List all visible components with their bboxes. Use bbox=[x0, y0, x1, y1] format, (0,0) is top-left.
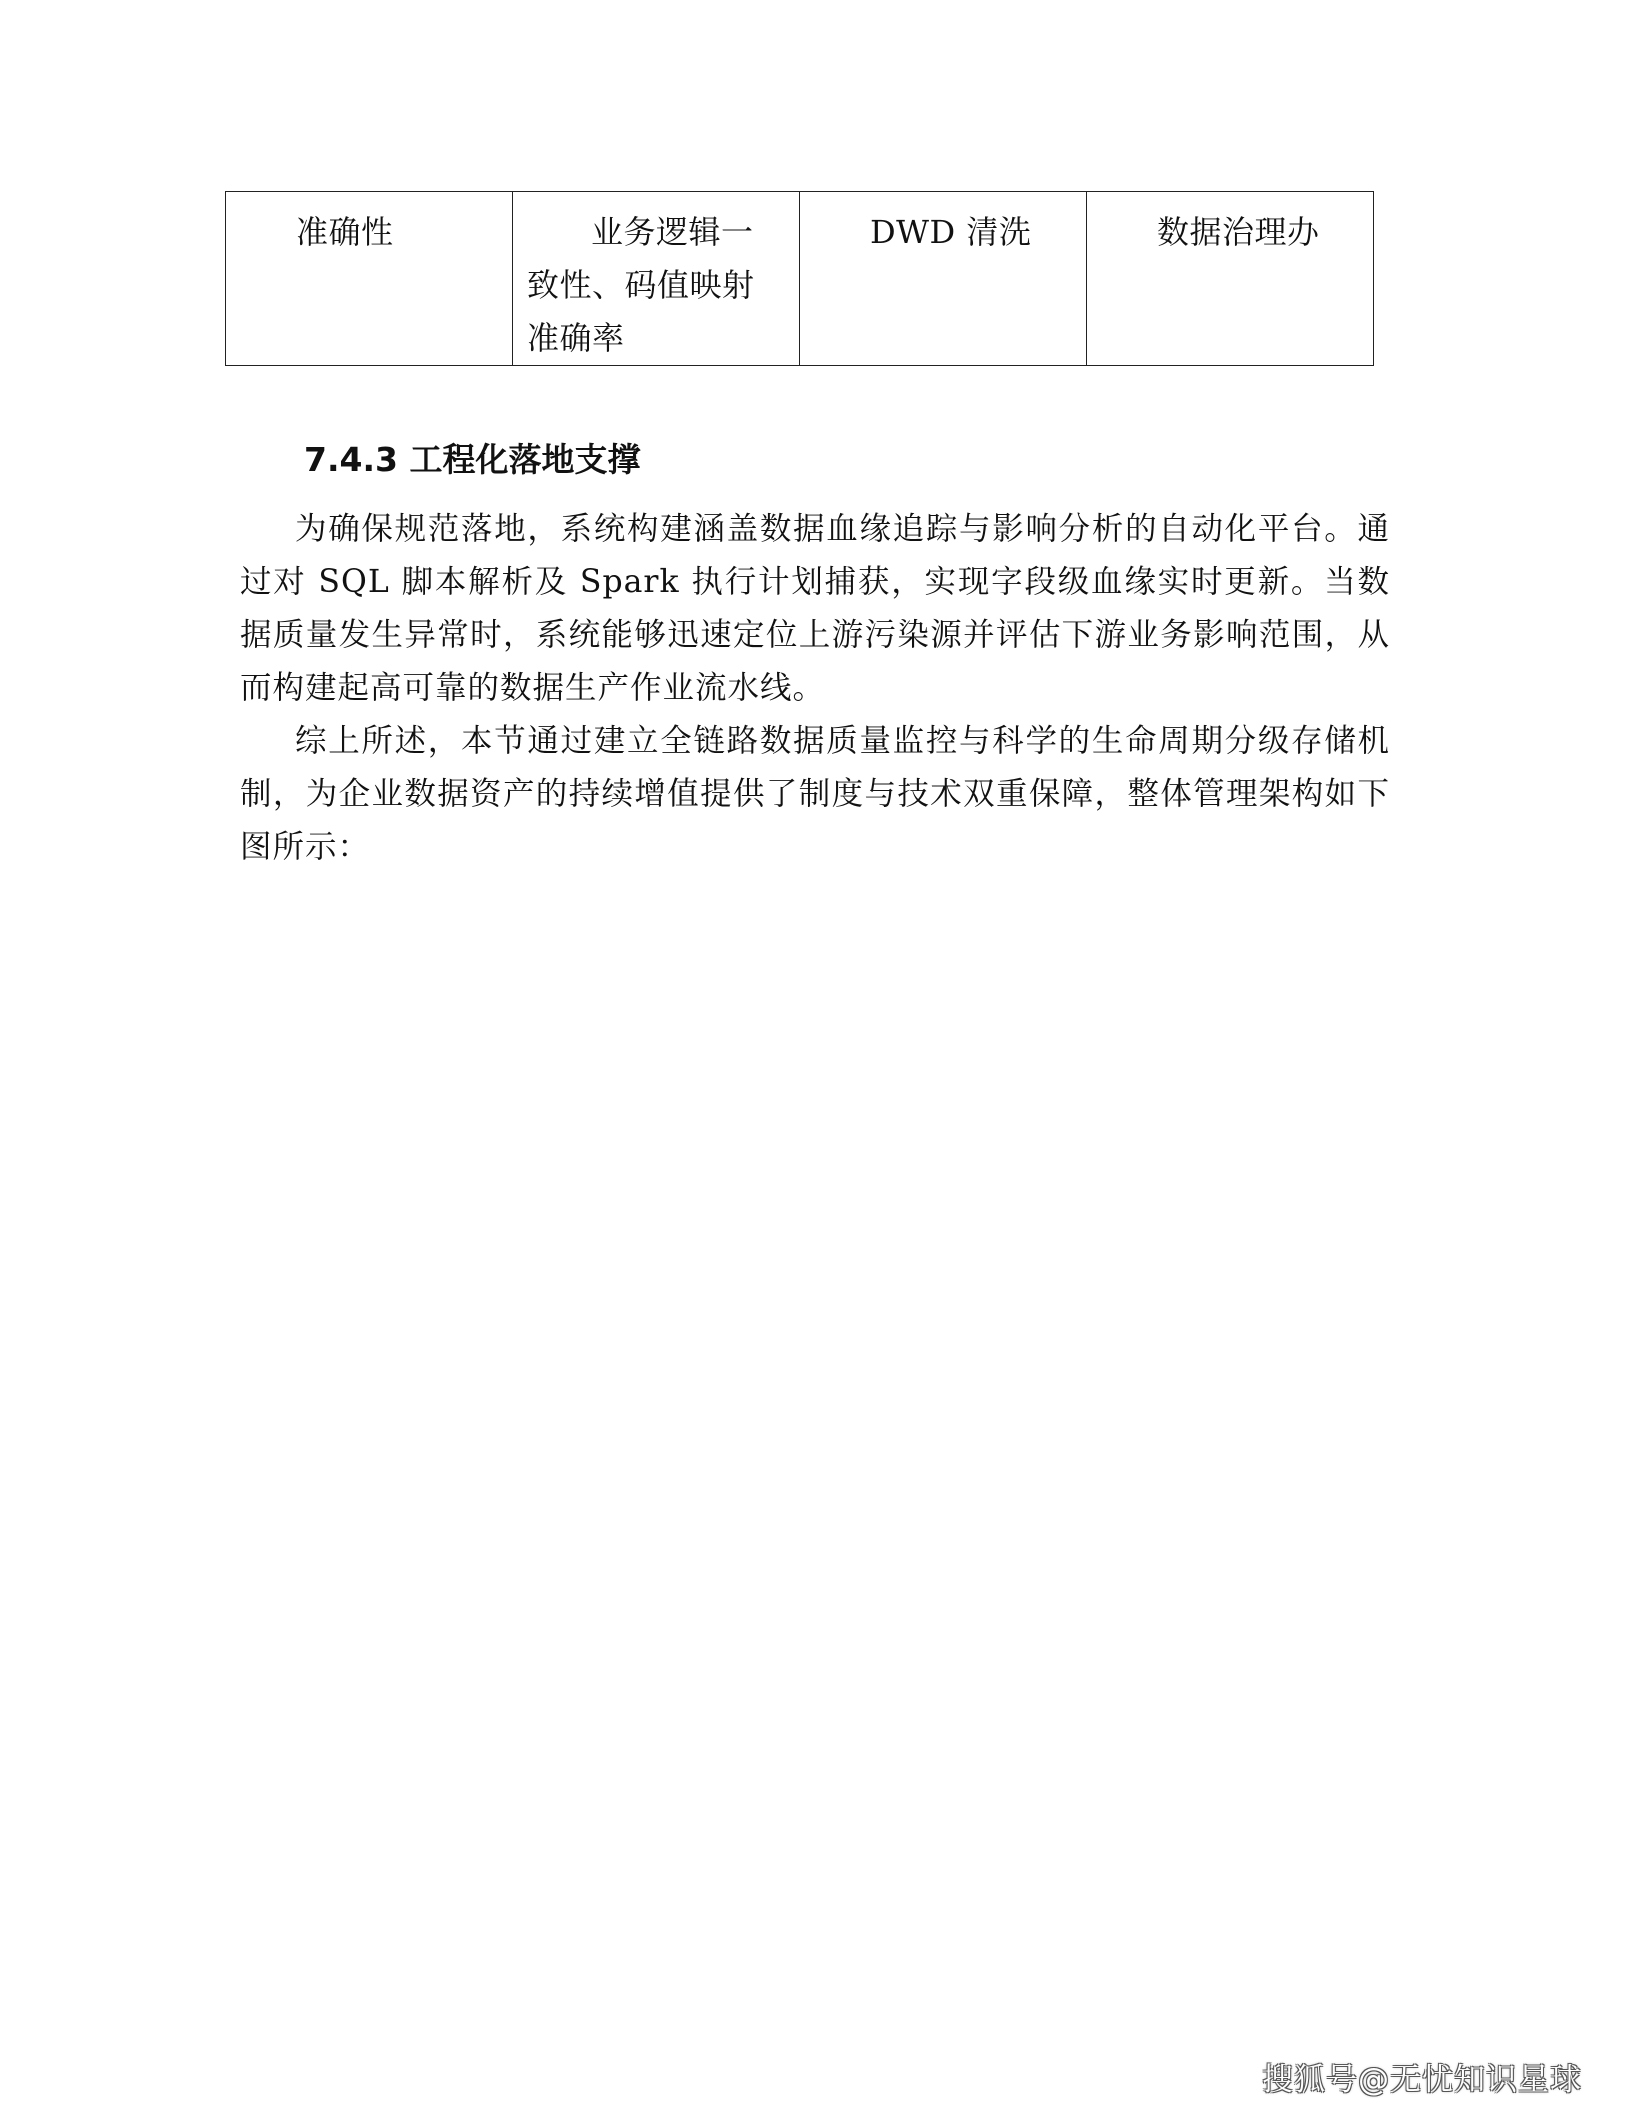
table-row bbox=[226, 192, 1374, 366]
paragraph-summary: 综上所述，本节通过建立全链路数据质量监控与科学的生命周期分级存储机制，为企业数据资产的持续增值提供了制度与技术双重保障，整体管理架构如下图所示： bbox=[240, 723, 1390, 865]
table-cell-dimension: 准确性 bbox=[226, 192, 513, 366]
table-cell-stage: DWD 清洗 bbox=[800, 192, 1087, 366]
section-heading: 7.4.3 工程化落地支撑 bbox=[304, 440, 641, 479]
paragraph-engineering: 为确保规范落地，系统构建涵盖数据血缘追踪与影响分析的自动化平台。通过对 SQL 脚本解析及 Spark 执行计划捕获，实现字段级血缘实时更新。当数据质量发生异常时，系统能够迅速定位上游污染源并评估下游业务影响范围，从而构建起高可靠的数据生产作业流水线。 bbox=[240, 511, 1390, 706]
table-cell-indicator: 业务逻辑一致性、码值映射准确率 bbox=[513, 192, 800, 366]
table-cell-owner: 数据治理办 bbox=[1087, 192, 1374, 366]
watermark: 搜狐号@无忧知识星球 bbox=[1262, 2062, 1582, 2098]
quality-table-fragment bbox=[225, 191, 1374, 366]
